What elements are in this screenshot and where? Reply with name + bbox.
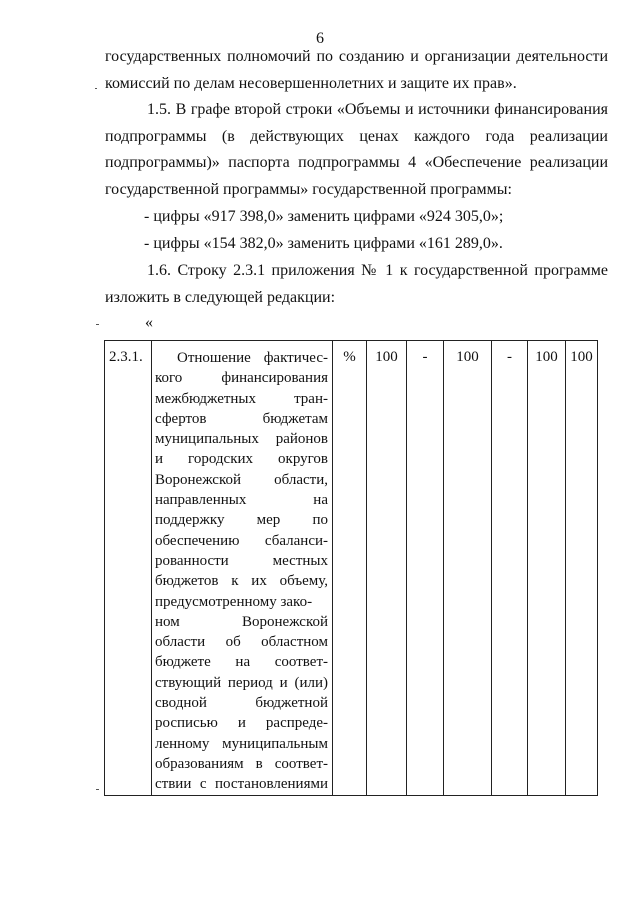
description-line: обеспечению сбаланси- bbox=[155, 532, 328, 549]
value-cell: - bbox=[492, 341, 528, 796]
replacement-list bbox=[105, 204, 608, 257]
description-line: сводной бюджетной bbox=[155, 695, 328, 712]
unit-cell: % bbox=[333, 341, 367, 796]
description-line: поддержку мер по bbox=[155, 512, 328, 529]
description-line: кого финансирования bbox=[155, 370, 328, 387]
description-line: бюджетов к их объему, bbox=[155, 573, 328, 590]
table-row bbox=[105, 341, 598, 796]
description-line: образованиям в соответ- bbox=[155, 755, 328, 772]
text-line: подпрограммы (в действующих ценах каждого года реализации bbox=[105, 127, 608, 145]
description-line: росписью и распреде- bbox=[155, 715, 328, 732]
text-line: государственной программы» государственной программы: bbox=[105, 180, 512, 198]
description-line: Воронежской области, bbox=[155, 471, 328, 488]
scan-artifact bbox=[96, 324, 99, 325]
scan-artifact bbox=[96, 789, 99, 790]
continuation-paragraph bbox=[105, 44, 608, 97]
description-line: муниципальных районов bbox=[155, 431, 328, 448]
text-line: государственных полномочий по созданию и организации деятельности bbox=[105, 48, 608, 65]
page-number: 6 bbox=[316, 30, 324, 47]
value-cell: 100 bbox=[444, 341, 492, 796]
value-cell: 100 bbox=[528, 341, 566, 796]
text-line: комиссий по делам несовершеннолетних и защите их прав». bbox=[105, 74, 517, 92]
description-line: бюджете на соответ- bbox=[155, 654, 328, 671]
description-line: направленных на bbox=[155, 492, 328, 509]
description-line: ствии с постановлениями bbox=[155, 776, 328, 793]
description-line: предусмотренному зако- bbox=[155, 593, 313, 610]
row-number-cell: 2.3.1. bbox=[105, 341, 152, 796]
description-line: ленному муниципальным bbox=[155, 735, 328, 752]
paragraph-1-6 bbox=[105, 258, 608, 311]
text-line: изложить в следующей редакции: bbox=[105, 288, 336, 306]
text-line: 1.6. Строку 2.3.1 приложения № 1 к государственной программе bbox=[147, 262, 608, 279]
description-line: области об областном bbox=[155, 634, 328, 651]
value-cell: 100 bbox=[367, 341, 407, 796]
description-line: и городских округов bbox=[155, 451, 328, 468]
description-line: ствующий период и (или) bbox=[155, 674, 328, 691]
description-line: межбюджетных тран- bbox=[155, 390, 328, 407]
value-cell: 100 bbox=[566, 341, 598, 796]
program-table bbox=[104, 340, 598, 796]
description-line: рованности местных bbox=[155, 552, 328, 569]
text-line: подпрограммы)» паспорта подпрограммы 4 «Обеспечение реализации bbox=[105, 154, 608, 171]
description-cell bbox=[152, 341, 333, 796]
description-line: сфертов бюджетам bbox=[155, 410, 328, 427]
open-quote: « bbox=[145, 314, 153, 331]
replacement-item: - цифры «154 382,0» заменить цифрами «161 289,0». bbox=[144, 234, 503, 252]
scan-artifact bbox=[95, 88, 97, 89]
text-line: 1.5. В графе второй строки «Объемы и источники финансирования bbox=[147, 101, 608, 118]
paragraph-1-5 bbox=[105, 97, 608, 203]
description-line: ном Воронежской bbox=[155, 613, 328, 630]
description-line: Отношение фактичес- bbox=[177, 350, 328, 366]
value-cell: - bbox=[407, 341, 444, 796]
replacement-item: - цифры «917 398,0» заменить цифрами «924 305,0»; bbox=[144, 208, 504, 225]
